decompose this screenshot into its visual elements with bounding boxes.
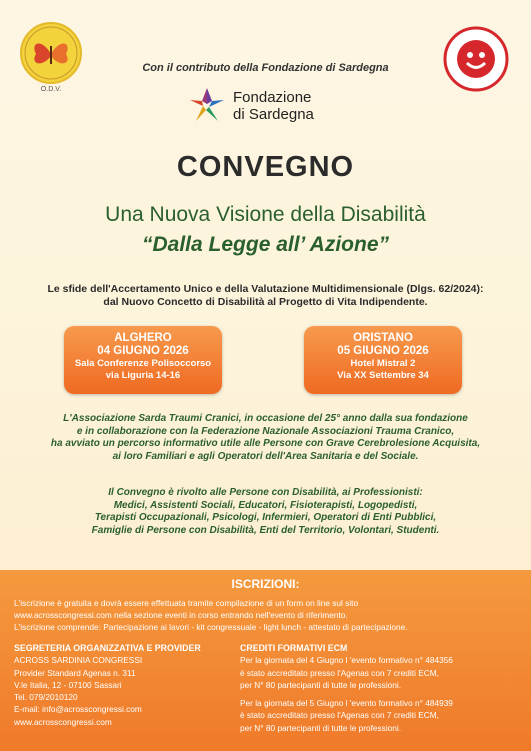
secretariat-email-link[interactable]: E-mail: info@acrosscongressi.com (14, 704, 142, 715)
registration-line: L'iscrizione comprende: Partecipazione ai lavori - kit congressuale - light lunch - attestato di partecipazione. (14, 622, 408, 633)
fondazione-star-icon (187, 86, 227, 126)
venue-card-alghero (64, 326, 222, 394)
secretariat-column (14, 642, 234, 728)
paragraph-line: ha avviato un percorso informativo utile alle Persone con Grave Cerebrolesione Acquisita, (50, 438, 481, 449)
intro-text (8, 283, 523, 309)
ecm-heading: CREDITI FORMATIVI ECM (240, 643, 348, 653)
ecm-line: per N° 80 partecipanti di tutte le professioni. (240, 679, 402, 690)
ecm-column (240, 642, 520, 734)
venue-card-oristano (304, 326, 462, 394)
paragraph-line: Il Convegno è rivolto alle Persone con Disabilità, ai Professionisti: (108, 487, 423, 498)
venue-date: 04 GIUGNO 2026 (97, 345, 189, 357)
secretariat-line: ACROSS SARDINIA CONGRESSI (14, 655, 143, 666)
foundation-name-line2: di Sardegna (233, 106, 314, 123)
secretariat-website-link[interactable]: www.acrosscongressi.com (14, 716, 112, 727)
secretariat-heading: SEGRETERIA ORGANIZZATIVA E PROVIDER (14, 643, 201, 653)
paragraph-line: ai loro Familiari e agli Operatori dell'Area Sanitaria e del Sociale. (112, 450, 419, 462)
paragraph-line: Terapisti Occupazionali, Psicologi, Infermieri, Operatori di Enti Pubblici, (94, 512, 437, 523)
registration-heading: ISCRIZIONI: (231, 577, 300, 591)
ecm-line: per N° 80 partecipanti di tutte le professioni. (240, 722, 402, 733)
association-paragraph (14, 413, 517, 463)
odv-label: O.D.V. (40, 86, 62, 93)
registration-line: L'iscrizione è gratuita e dovrà essere effettuata tramite compilazione di un form on line sul sito (14, 598, 359, 608)
paragraph-line: e in collaborazione con la Federazione Nazionale Associazioni Trauma Cranico, (76, 425, 455, 437)
registration-line: www.acrosscongressi.com nella sezione eventi in corso entrando nell'evento di riferimento. (14, 610, 348, 621)
paragraph-line: Medici, Assistenti Sociali, Educatori, Fisioterapisti, Logopedisti, (113, 499, 418, 511)
secretariat-line: V.le Italia, 12 - 07100 Sassari (14, 679, 122, 690)
paragraph-line: L'Associazione Sarda Traumi Cranici, in occasione del 25° anno dalla sua fondazione (63, 413, 468, 424)
smiley-logo-icon (443, 26, 509, 92)
tagline-quote: “Dalla Legge all’ Azione” (142, 233, 389, 256)
ecm-line: Per la giornata del 4 Giugno l 'evento formativo n° 484356 (240, 655, 453, 666)
venue-street: Via XX Settembre 34 (337, 370, 429, 381)
venue-date: 05 GIUGNO 2026 (337, 345, 429, 357)
intro-line: dal Nuovo Concetto di Disabilità al Progetto di Vita Indipendente. (103, 296, 428, 308)
paragraph-line: Famiglie di Persone con Disabilità, Enti del Territorio, Volontari, Studenti. (91, 524, 440, 536)
registration-band (0, 570, 531, 751)
subtitle: Una Nuova Visione della Disabilità (105, 203, 426, 226)
venue-city: ORISTANO (353, 332, 413, 344)
fnatc-logo (443, 26, 509, 92)
venue-city: ALGHERO (114, 332, 172, 344)
ecm-line: è stato accreditato presso l'Agenas con 7 crediti ECM, (240, 710, 439, 721)
audience-paragraph (14, 487, 517, 537)
venue-place: Hotel Mistral 2 (350, 358, 416, 369)
venue-place: Sala Conferenze Polisoccorso (74, 358, 212, 369)
ecm-line: Per la giornata del 5 Giugno l 'evento formativo n° 484939 (240, 698, 453, 709)
secretariat-line: Provider Standard Agenas n. 311 (14, 667, 136, 678)
intro-line: Le sfide dell'Accertamento Unico e della Valutazione Multidimensionale (Dlgs. 62/2024): (47, 283, 484, 295)
foundation-name-line1: Fondazione (233, 89, 312, 106)
secretariat-phone: Tel. 079/2010120 (14, 692, 78, 703)
page-title: CONVEGNO (176, 151, 355, 183)
venue-street: via Liguria 14-16 (105, 370, 181, 381)
fondazione-sardegna-logo (187, 86, 314, 126)
ecm-line: è stato accreditato presso l'Agenas con 7 crediti ECM, (240, 667, 439, 678)
ast-logo (20, 22, 82, 93)
contribution-line: Con il contributo della Fondazione di Sardegna (142, 62, 389, 74)
registration-info (14, 597, 521, 634)
butterfly-logo-icon (20, 22, 82, 84)
